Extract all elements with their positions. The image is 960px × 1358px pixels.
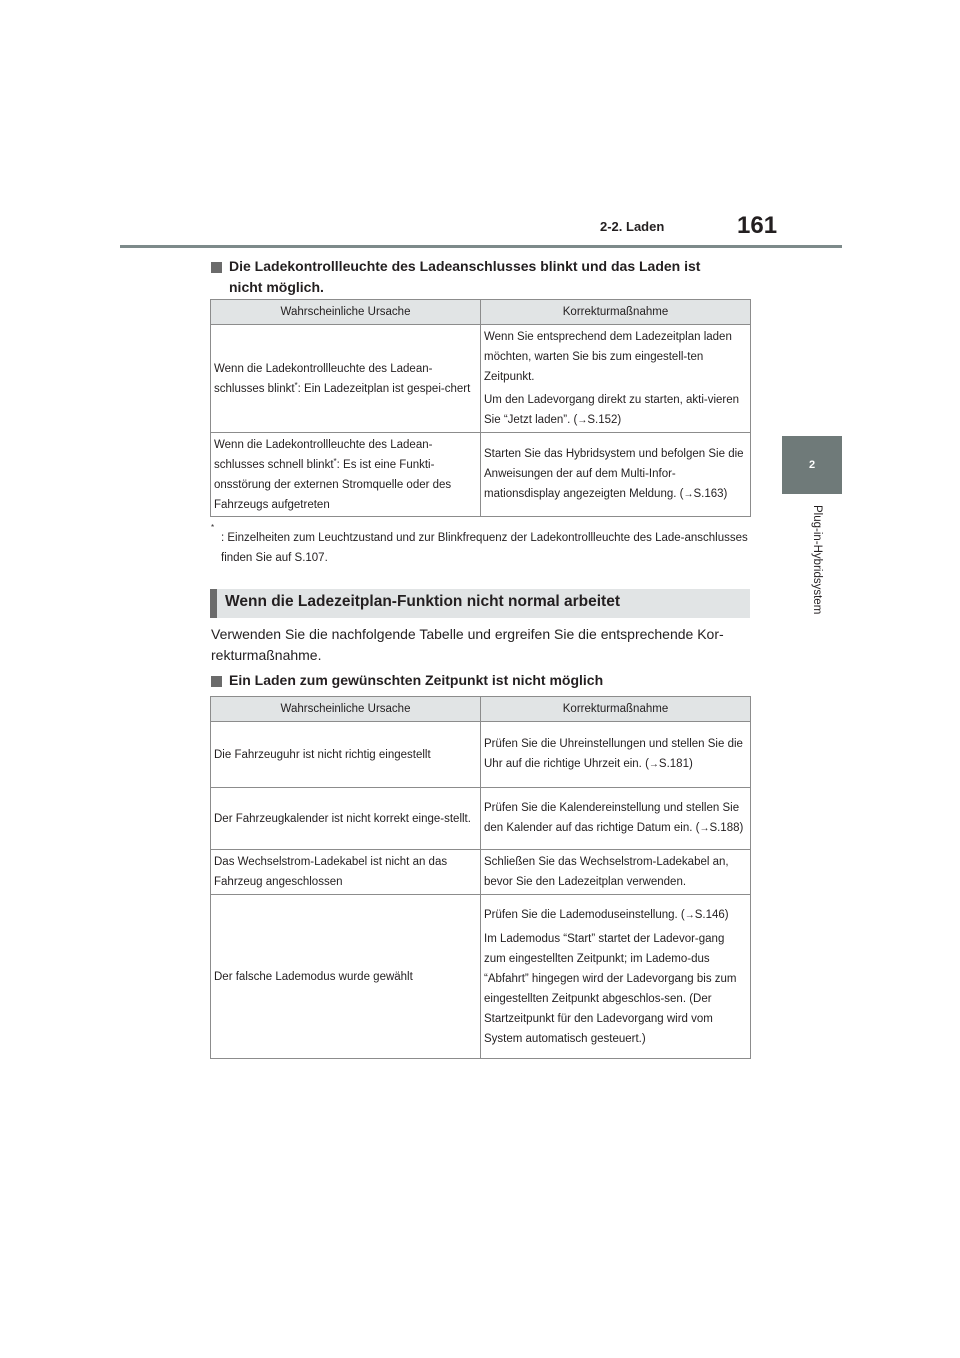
footnote: * : Einzelheiten zum Leuchtzustand und zur Blinkfrequenz der Ladekontrollleuchte des Lade-anschlusses finden Sie auf S.107.	[211, 528, 756, 568]
fix-text-part: Prüfen Sie die Lademoduseinstellung. (	[484, 908, 685, 921]
cause-text: Wenn die Ladekontrollleuchte des Ladean-schlusses schnell blinkt	[214, 438, 433, 471]
table-row	[211, 722, 751, 788]
fix-text	[484, 390, 747, 431]
footnote-text: : Einzelheiten zum Leuchtzustand und zur Blinkfrequenz der Ladekontrollleuchte des Lade-anschlusses finden Sie auf S.107.	[221, 532, 748, 564]
fix-cell	[481, 722, 751, 788]
cause-cell	[211, 325, 481, 433]
cause-cell	[211, 433, 481, 517]
cause-cell: Die Fahrzeuguhr ist nicht richtig eingestellt	[211, 722, 481, 788]
fix-cell: Schließen Sie das Wechselstrom-Ladekabel an, bevor Sie den Ladezeitplan verwenden.	[481, 850, 751, 895]
fix-text: Starten Sie das Hybridsystem und befolgen Sie die Anweisungen der auf dem Multi-Infor-mationsdisplay angezeigten Meldung. (	[484, 448, 744, 500]
cause-text-cont: : Es ist eine Funkti-onsstörung der externen Stromquelle oder des Fahrzeugs aufgetreten	[214, 458, 452, 511]
square-bullet-icon	[211, 262, 222, 273]
column-header-fix: Korrekturmaßnahme	[481, 300, 751, 325]
table-row	[211, 850, 751, 895]
intro-paragraph: Verwenden Sie die nachfolgende Tabelle und ergreifen Sie die entsprechende Kor-rekturmaßnahme.	[211, 626, 724, 663]
table-row	[211, 325, 751, 433]
heading-text: Ein Laden zum gewünschten Zeitpunkt ist nicht möglich	[229, 672, 604, 688]
fix-cell	[481, 895, 751, 1059]
cause-cell: Der Fahrzeugkalender ist nicht korrekt einge-stellt.	[211, 788, 481, 850]
chapter-tab	[782, 436, 842, 494]
cause-cell: Der falsche Lademodus wurde gewählt	[211, 895, 481, 1059]
footnote-marker: *	[294, 380, 298, 390]
arrow-right-icon: →	[684, 909, 695, 921]
page-reference: S.152)	[587, 413, 622, 426]
column-header-fix: Korrekturmaßnahme	[481, 697, 751, 722]
section-title: 2-2. Laden	[600, 219, 665, 234]
banner-accent-bar	[210, 589, 217, 618]
header-divider	[120, 245, 842, 248]
table-row	[211, 788, 751, 850]
section-banner	[210, 589, 750, 618]
troubleshooting-table-2	[210, 696, 751, 1059]
fix-cell	[481, 788, 751, 850]
fix-text: Wenn Sie entsprechend dem Ladezeitplan laden möchten, warten Sie bis zum eingestell-ten Zeitpunkt.	[484, 330, 732, 383]
cause-cell: Das Wechselstrom-Ladekabel ist nicht an das Fahrzeug angeschlossen	[211, 850, 481, 895]
page-reference: S.163)	[693, 488, 728, 500]
page-reference: S.146)	[694, 908, 729, 921]
cause-text: Wenn die Ladekontrollleuchte des Ladean-schlusses blinkt	[214, 362, 433, 395]
arrow-right-icon: →	[683, 489, 694, 500]
fix-cell	[481, 433, 751, 517]
arrow-right-icon: →	[648, 759, 659, 770]
arrow-right-icon: →	[699, 823, 710, 834]
table-row	[211, 895, 751, 1059]
fix-text: Im Lademodus “Start” startet der Ladevor-gang zum eingestellten Zeitpunkt; im Lademo-dus “Abfahrt” hingegen wird der Ladevorgang bis zum eingestellten Zeitpunkt abgeschlos-sen. (Der Startzeitpunkt für den Ladevorgang wird vom System automatisch gesteuert.)	[484, 932, 737, 1045]
column-header-cause: Wahrscheinliche Ursache	[211, 300, 481, 325]
cause-text-cont: : Ein Ladezeitplan ist gespei-chert	[297, 382, 471, 395]
fix-text-part: Um den Ladevorgang direkt zu starten, akti-vieren Sie “Jetzt laden”. (	[484, 393, 740, 426]
fix-text	[484, 905, 747, 926]
subsection-heading	[211, 256, 751, 298]
troubleshooting-table-1	[210, 299, 751, 517]
table-header-row	[211, 697, 751, 722]
fix-text: Prüfen Sie die Kalendereinstellung und stellen Sie den Kalender auf das richtige Datum ein. (	[484, 802, 740, 834]
table-header-row	[211, 300, 751, 325]
section-banner-title: Wenn die Ladezeitplan-Funktion nicht normal arbeitet	[225, 593, 620, 610]
column-header-cause: Wahrscheinliche Ursache	[211, 697, 481, 722]
subsection-heading	[211, 670, 751, 691]
square-bullet-icon	[211, 676, 222, 687]
fix-cell	[481, 325, 751, 433]
fix-text: Prüfen Sie die Uhreinstellungen und stellen Sie die Uhr auf die richtige Uhrzeit ein. (	[484, 738, 743, 770]
page-number: 161	[737, 212, 778, 239]
heading-line-1: Die Ladekontrollleuchte des Ladeanschlusses blinkt und das Laden ist	[229, 258, 701, 274]
arrow-right-icon: →	[577, 414, 588, 426]
footnote-marker: *	[333, 456, 337, 466]
page-reference: S.188)	[709, 822, 744, 834]
page-reference: S.181)	[658, 758, 693, 770]
chapter-number: 2	[808, 459, 816, 471]
table-row	[211, 433, 751, 517]
chapter-title: Plug-in-Hybridsystem	[811, 505, 823, 615]
heading-line-2: nicht möglich.	[229, 279, 324, 295]
